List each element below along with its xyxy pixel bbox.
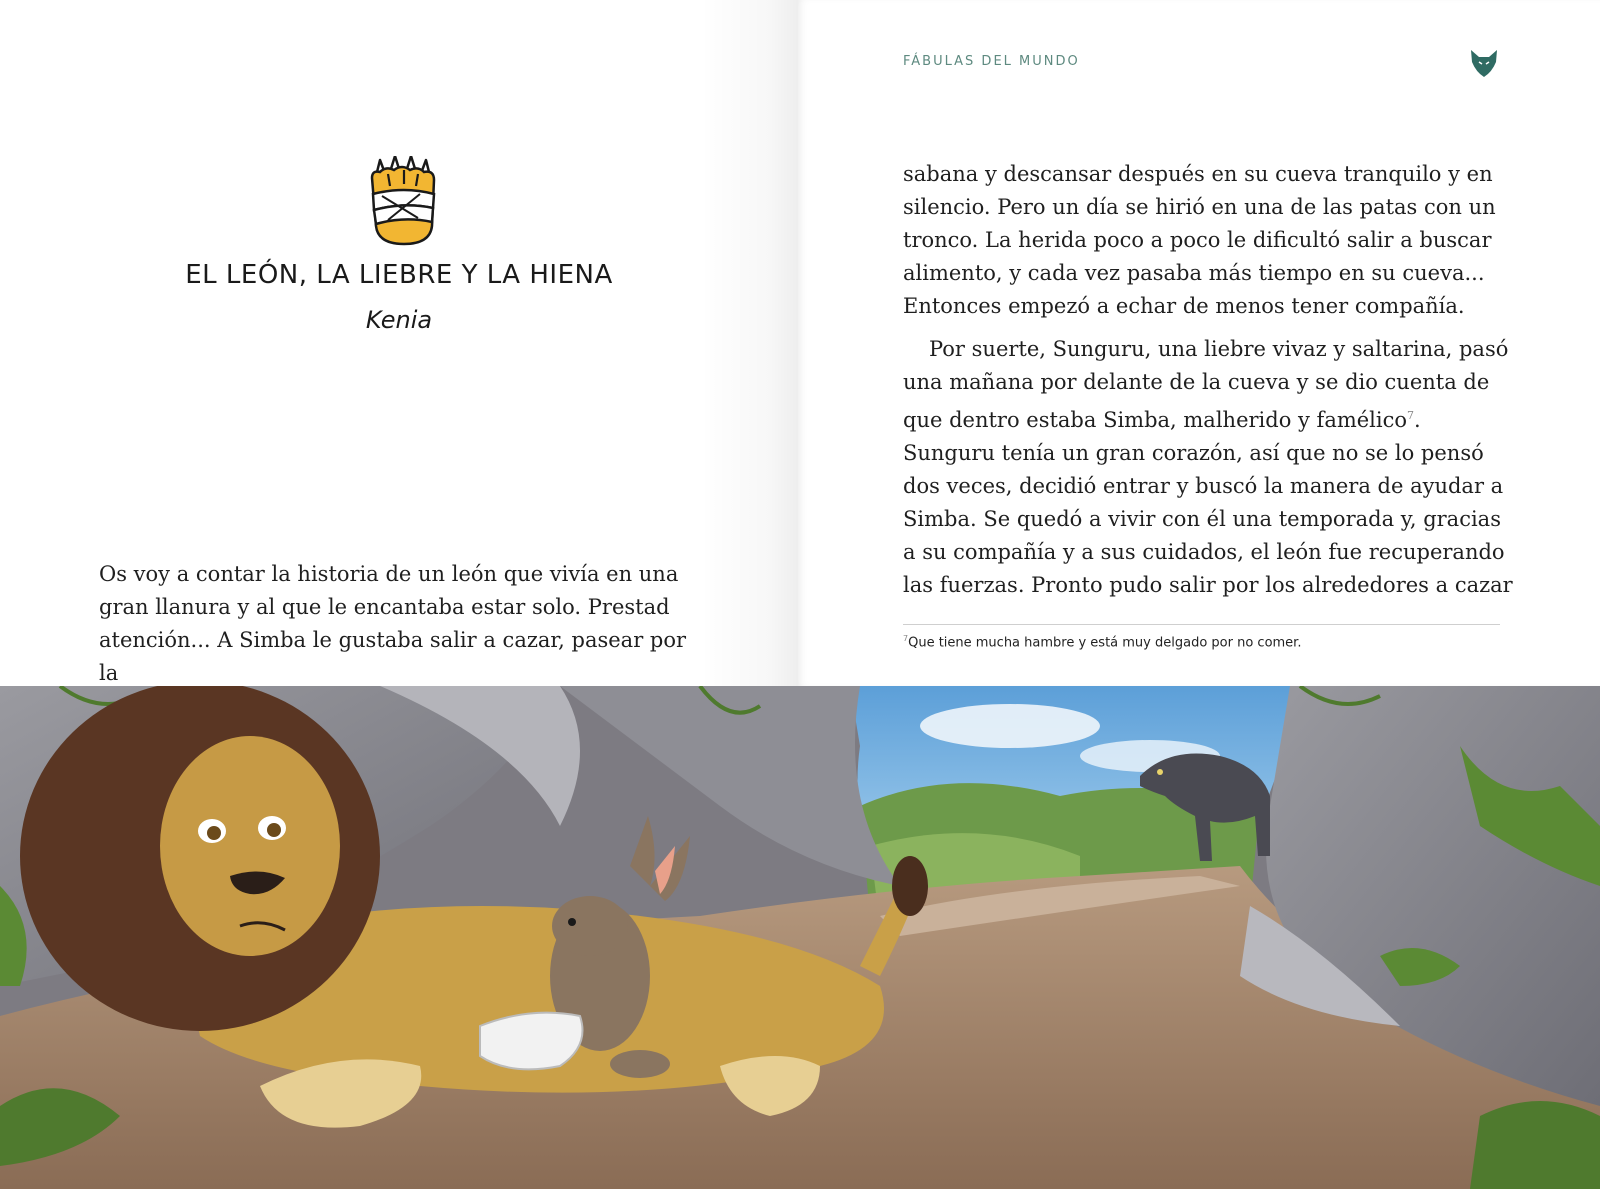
paragraph-sunguru-part1: Por suerte, Sunguru, una liebre vivaz y saltarina, pasó una mañana por delante de la cueva y se dio cuenta de que dentro estaba Simba, malherido y famélico bbox=[903, 337, 1509, 432]
footnote-divider bbox=[903, 624, 1500, 625]
paragraph-sunguru-part2: . Sunguru tenía un gran corazón, así que no se lo pensó dos veces, decidió entrar y buscó la manera de ayudar a Simba. Se quedó a vivir con él una temporada y, gracias a su compañía y a sus cuidados, el león fue recuperando las fuerzas. Pronto pudo salir por los alrededores a cazar bbox=[903, 408, 1513, 597]
footnote-reference[interactable]: 7 bbox=[1407, 409, 1415, 422]
paragraph-continuation: sabana y descansar después en su cueva tranquilo y en silencio. Pero un día se hirió en una de las patas con un tronco. La herida poco a poco le dificultó salir a buscar alimento, y cada vez pasaba más tiempo en su cueva... Entonces empezó a echar de menos tener compañía. bbox=[903, 162, 1496, 318]
story-illustration bbox=[0, 686, 1600, 1189]
opening-paragraph: Os voy a contar la historia de un león que vivía en una gran llanura y al que le encantaba estar solo. Prestad atención... A Simba le gustaba salir a cazar, pasear por la bbox=[99, 562, 687, 685]
bandaged-paw-icon bbox=[368, 156, 438, 248]
story-title: EL LEÓN, LA LIEBRE Y LA HIENA bbox=[185, 260, 613, 290]
right-column-text bbox=[903, 158, 1513, 602]
left-page bbox=[0, 0, 798, 686]
story-origin: Kenia bbox=[365, 306, 433, 334]
footnote-text: Que tiene mucha hambre y está muy delgado por no comer. bbox=[908, 635, 1302, 651]
running-head: FÁBULAS DEL MUNDO bbox=[903, 54, 1080, 69]
page-gutter-shadow bbox=[700, 0, 800, 686]
fox-head-icon bbox=[1470, 48, 1498, 78]
footnote bbox=[903, 634, 1503, 650]
footnote-number: 7 bbox=[903, 634, 909, 643]
paragraph-sunguru bbox=[903, 333, 1513, 602]
